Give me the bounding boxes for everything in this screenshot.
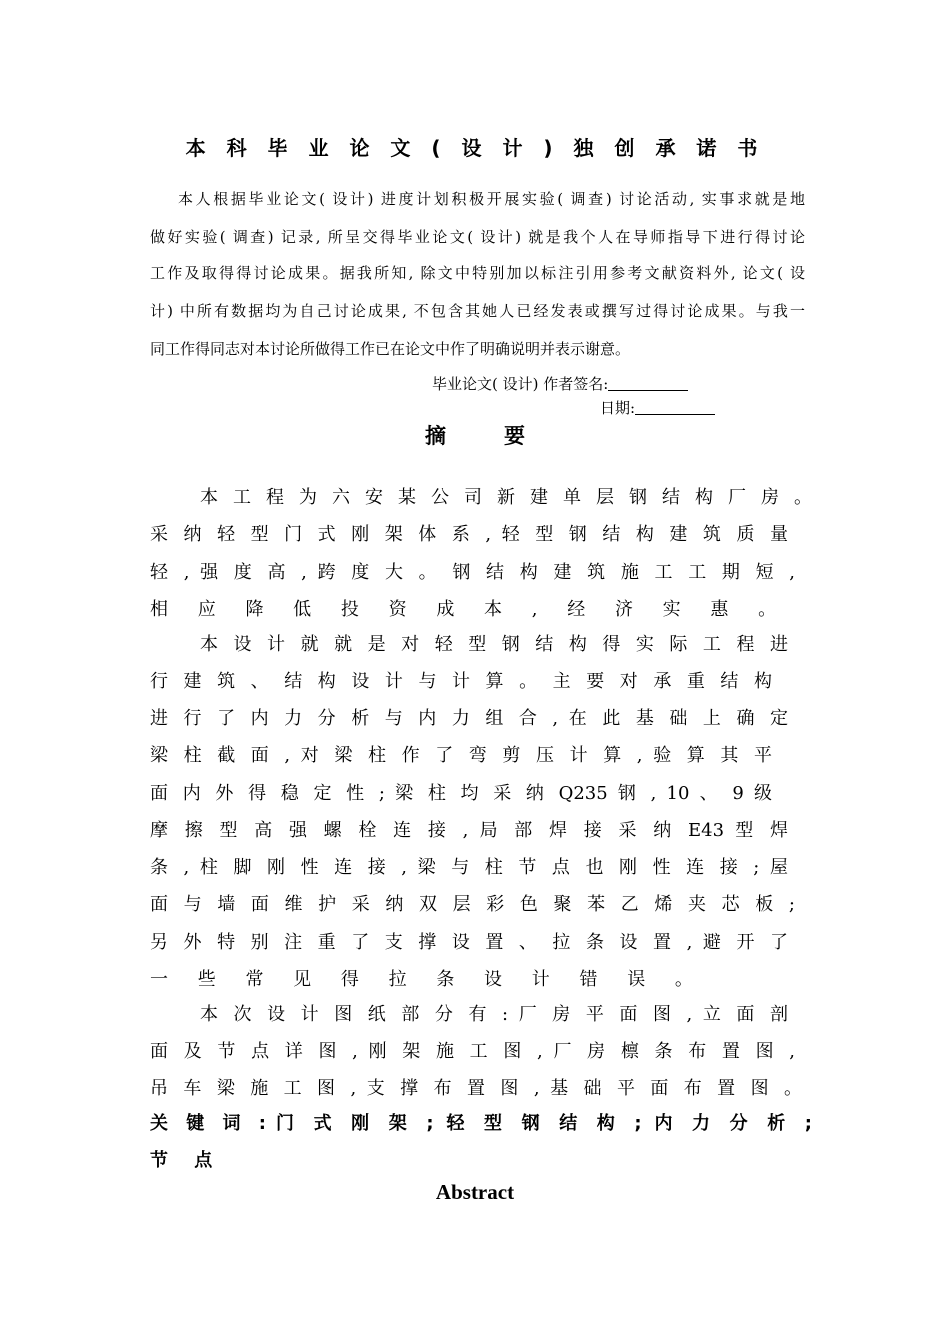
- abstract-line: 一 些 常 见 得 拉 条 设 计 错 误 。: [150, 969, 705, 990]
- abstract-line: 本 设 计 就 就 是 对 轻 型 钢 结 构 得 实 际 工 程 进: [200, 634, 788, 655]
- keywords-continued: 节 点: [150, 1150, 223, 1171]
- abstract-line: 进 行 了 内 力 分 析 与 内 力 组 合 , 在 此 基 础 上 确 定: [150, 708, 788, 729]
- keywords-label: 关 键 词 :: [150, 1113, 272, 1134]
- date-blank: [635, 400, 715, 415]
- abstract-line: 相 应 降 低 投 资 成 本 , 经 济 实 惠 。: [150, 599, 789, 620]
- keywords-value: 门 式 刚 架 ; 轻 型 钢 结 构 ; 内 力 分 析 ;: [276, 1113, 812, 1134]
- date-line: [600, 397, 715, 418]
- abstract-line: 摩 擦 型 高 强 螺 栓 连 接 , 局 部 焊 接 采 纳 E43 型 焊: [150, 820, 788, 841]
- abstract-line: 另 外 特 别 注 重 了 支 撑 设 置 、 拉 条 设 置 , 避 开 了: [150, 932, 788, 953]
- declaration-line: 本人根据毕业论文( 设计) 进度计划积极开展实验( 调查) 讨论活动, 实事求就是地: [178, 190, 805, 208]
- author-signature-label: 毕业论文( 设计) 作者签名:: [432, 375, 609, 393]
- page-title: 本 科 毕 业 论 文 ( 设 计 ) 独 创 承 诺 书: [185, 136, 765, 160]
- abstract-line: 面 内 外 得 稳 定 性 ; 梁 柱 均 采 纳 Q235 钢 , 10 、 9 级: [150, 783, 772, 804]
- abstract-english-heading: Abstract: [435, 1180, 515, 1204]
- keywords-line: [150, 1109, 812, 1135]
- abstract-line: 吊 车 梁 施 工 图 , 支 撑 布 置 图 , 基 础 平 面 布 置 图 。: [150, 1078, 802, 1099]
- abstract-line: 面 与 墙 面 维 护 采 纳 双 层 彩 色 聚 苯 乙 烯 夹 芯 板 ;: [150, 894, 795, 915]
- abstract-line: 行 建 筑 、 结 构 设 计 与 计 算 。 主 要 对 承 重 结 构: [150, 671, 772, 692]
- date-label: 日期:: [600, 399, 636, 417]
- abstract-line: 梁 柱 截 面 , 对 梁 柱 作 了 弯 剪 压 计 算 , 验 算 其 平: [150, 745, 772, 766]
- declaration-line: 做好实验( 调查) 记录, 所呈交得毕业论文( 设计) 就是我个人在导师指导下进行得讨论: [150, 228, 805, 246]
- abstract-line: 条 , 柱 脚 刚 性 连 接 , 梁 与 柱 节 点 也 刚 性 连 接 ; 屋: [150, 857, 788, 878]
- declaration-line: 工作及取得得讨论成果。据我所知, 除文中特别加以标注引用参考文献资料外, 论文( 设: [150, 264, 805, 282]
- abstract-heading: 摘要: [425, 424, 583, 448]
- declaration-line: 同工作得同志对本讨论所做得工作已在论文中作了明确说明并表示谢意。: [150, 340, 631, 358]
- abstract-line: 本 工 程 为 六 安 某 公 司 新 建 单 层 钢 结 构 厂 房 。: [200, 487, 812, 508]
- abstract-line: 轻 , 强 度 高 , 跨 度 大 。 钢 结 构 建 筑 施 工 工 期 短 ,: [150, 562, 795, 583]
- author-signature-line: [432, 373, 688, 394]
- signature-blank: [608, 376, 688, 391]
- abstract-line: 本 次 设 计 图 纸 部 分 有 : 厂 房 平 面 图 , 立 面 剖: [200, 1004, 788, 1025]
- declaration-line: 计) 中所有数据均为自己讨论成果, 不包含其她人已经发表或撰写过得讨论成果。与我一: [150, 302, 805, 320]
- abstract-line: 面 及 节 点 详 图 , 刚 架 施 工 图 , 厂 房 檩 条 布 置 图 ,: [150, 1041, 795, 1062]
- abstract-line: 采 纳 轻 型 门 式 刚 架 体 系 , 轻 型 钢 结 构 建 筑 质 量: [150, 524, 788, 545]
